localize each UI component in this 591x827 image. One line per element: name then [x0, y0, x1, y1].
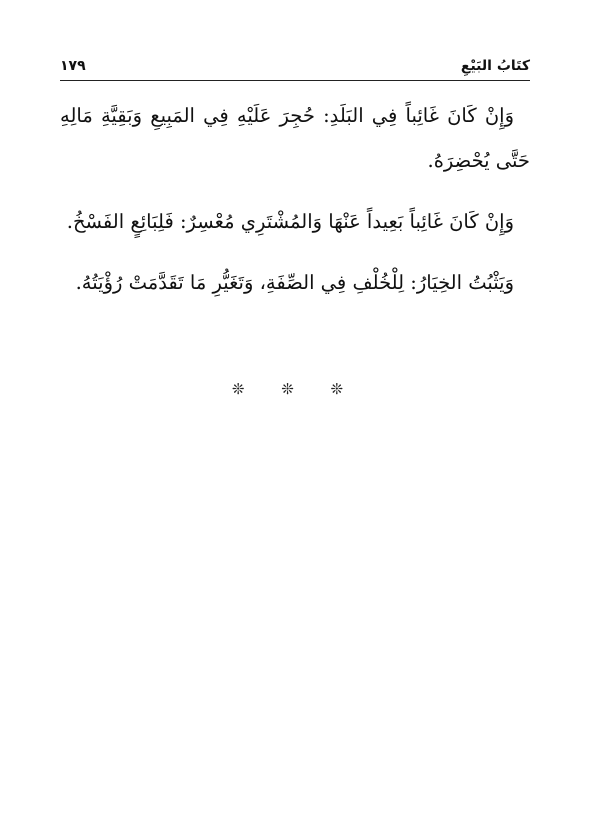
paragraph-option-right: وَيَثْبُتُ الخِيَارُ: لِلْخُلْفِ فِي الصِّفَةِ، وَتَغَيُّرِ مَا تَقَدَّمَتْ رُؤْيَتُهُ. — [75, 271, 514, 294]
paragraph-absent-far: وَإِنْ كَانَ غَائِباً بَعِيداً عَنْهَا وَالمُشْتَرِي مُعْسِرٌ: فَلِبَائِعٍ الفَسْخُ. — [66, 210, 514, 233]
section-separator: ❊ ❊ ❊ — [231, 380, 360, 398]
running-header — [60, 54, 530, 81]
paragraph-absent-in-town: وَإِنْ كَانَ غَائِباً فِي البَلَدِ: حُجِرَ عَلَيْهِ فِي المَبِيعِ وَبَقِيَّةِ مَالِهِ حَتَّى يُحْضِرَهُ. — [60, 104, 530, 172]
page-number: ١٧٩ — [60, 58, 86, 74]
chapter-title: كتَابُ البَيْعِ — [460, 58, 530, 74]
body-text — [60, 93, 530, 321]
